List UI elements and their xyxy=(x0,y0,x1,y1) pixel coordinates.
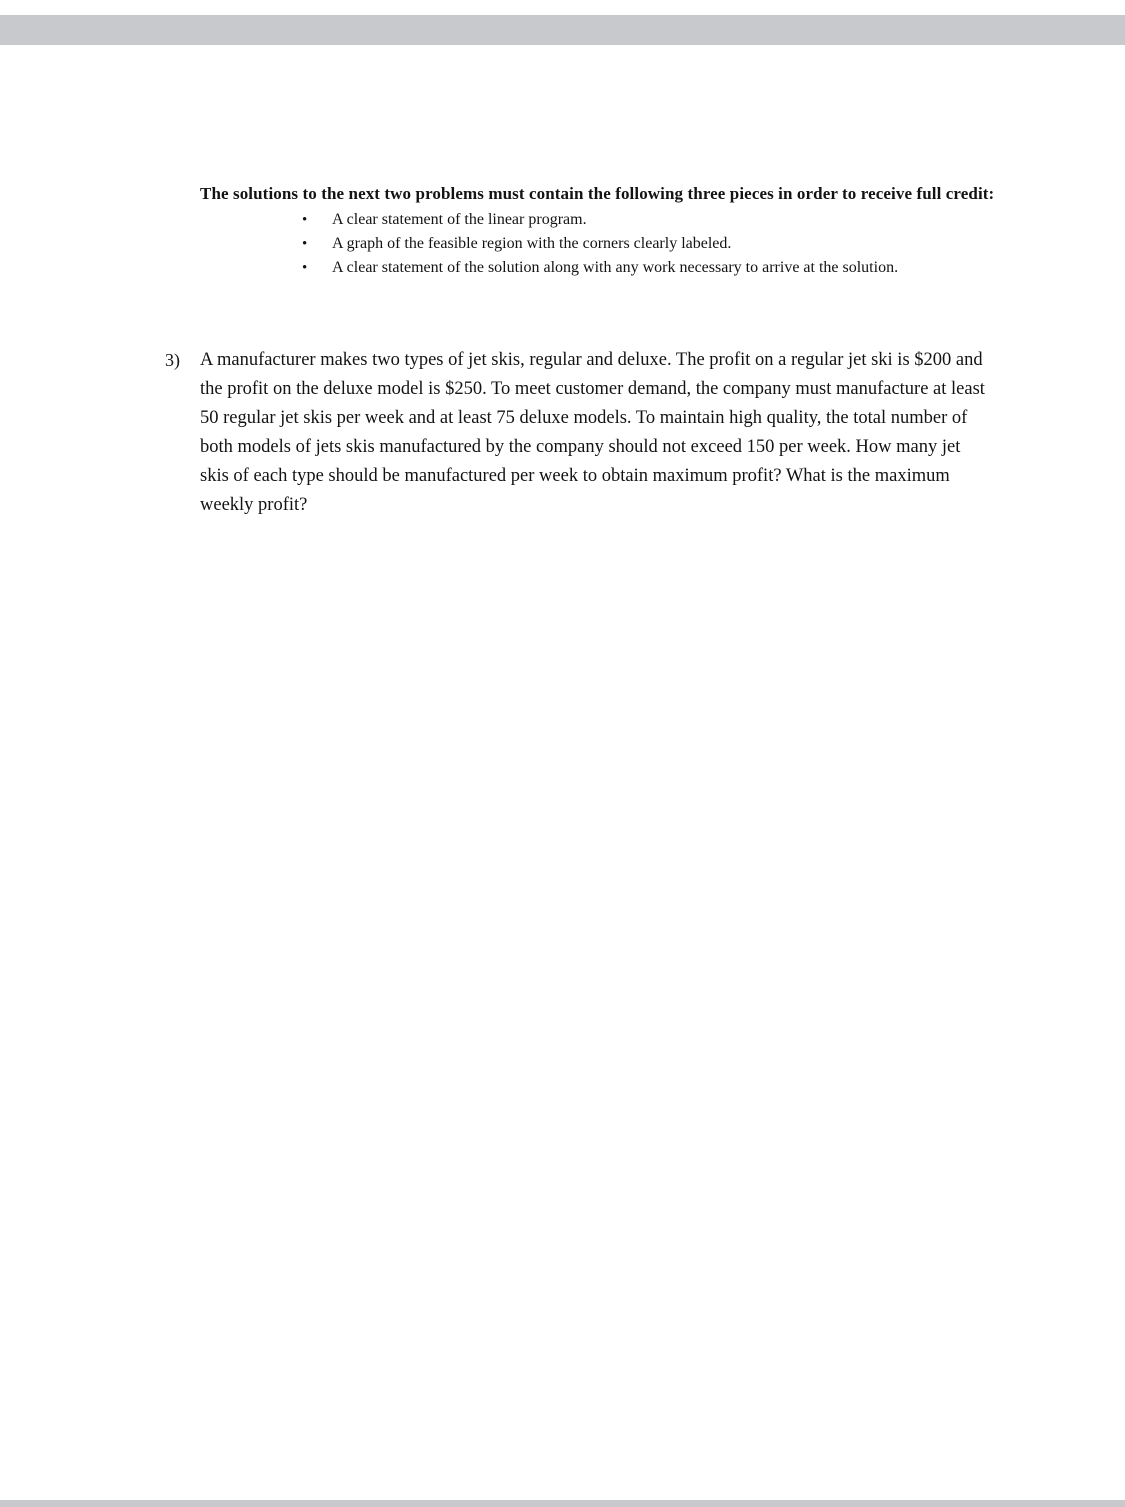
problem-number: 3) xyxy=(165,350,180,370)
requirement-text: A clear statement of the solution along with any work necessary to arrive at the solution. xyxy=(332,259,899,276)
bullet-icon: • xyxy=(302,260,308,276)
requirement-item xyxy=(200,232,1000,256)
problem-3-block xyxy=(165,346,995,520)
instructions-block xyxy=(200,182,1000,280)
requirement-text: A graph of the feasible region with the corners clearly labeled. xyxy=(332,235,732,252)
requirement-text: A clear statement of the linear program. xyxy=(332,211,587,228)
bottom-divider-bar xyxy=(0,1500,1125,1507)
instructions-heading: The solutions to the next two problems must contain the following three pieces in order to receive full credit: xyxy=(200,184,995,203)
bullet-icon: • xyxy=(302,236,308,252)
requirements-list xyxy=(200,208,1000,280)
requirement-item xyxy=(200,256,1000,280)
bullet-icon: • xyxy=(302,212,308,228)
requirement-item xyxy=(200,208,1000,232)
problem-statement: A manufacturer makes two types of jet skis, regular and deluxe. The profit on a regular jet ski is $200 and the profit on the deluxe model is $250. To meet customer demand, the company must manufacture at least 50 regular jet skis per week and at least 75 deluxe models. To maintain high quality, the total number of both models of jets skis manufactured by the company should not exceed 150 per week. How many jet skis of each type should be manufactured per week to obtain maximum profit? What is the maximum weekly profit? xyxy=(200,350,985,515)
top-divider-bar xyxy=(0,15,1125,45)
